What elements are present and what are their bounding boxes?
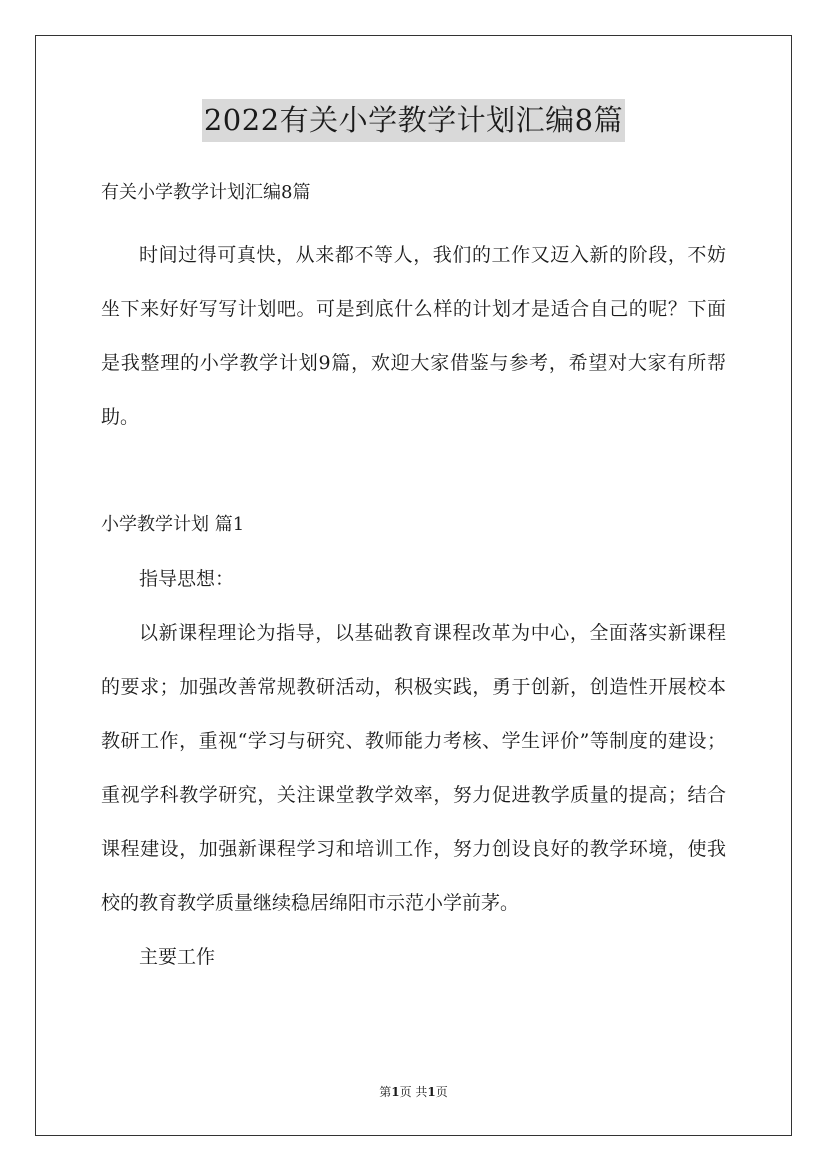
document-subtitle: 有关小学教学计划汇编8篇 (101, 182, 311, 203)
footer-page-total: 1 (427, 1085, 436, 1099)
guiding-paragraph: 以新课程理论为指导，以基础教育课程改革为中心，全面落实新课程的要求；加强改善常规教研活动，积极实践，勇于创新，创造性开展校本教研工作，重视“学习与研究、教师能力考核、学生评价”等制度的建设；重视学科教学研究，关注课堂教学效率，努力促进教学质量的提高；结合课程建设，加强新课程学习和培训工作，努力创设良好的教学环境，使我校的教育教学质量继续稳居绵阳市示范小学前茅。 (101, 622, 726, 914)
footer-page-number: 1 (391, 1085, 400, 1099)
section-heading: 小学教学计划 篇1 (101, 514, 245, 535)
title-container (0, 99, 827, 142)
intro-paragraph: 时间过得可真快，从来都不等人，我们的工作又迈入新的阶段，不妨坐下来好好写写计划吧。可是到底什么样的计划才是适合自己的呢？下面是我整理的小学教学计划9篇，欢迎大家借鉴与参考，希望对大家有所帮助。 (101, 244, 726, 428)
document-title: 2022有关小学教学计划汇编8篇 (202, 99, 625, 142)
guiding-label: 指导思想： (139, 568, 235, 590)
document-body (101, 228, 726, 984)
footer-suffix: 页 (435, 1085, 448, 1099)
main-work-label: 主要工作 (139, 946, 216, 968)
page-footer (0, 1084, 827, 1100)
footer-mid: 页 共 (399, 1085, 428, 1099)
footer-prefix: 第 (379, 1085, 392, 1099)
